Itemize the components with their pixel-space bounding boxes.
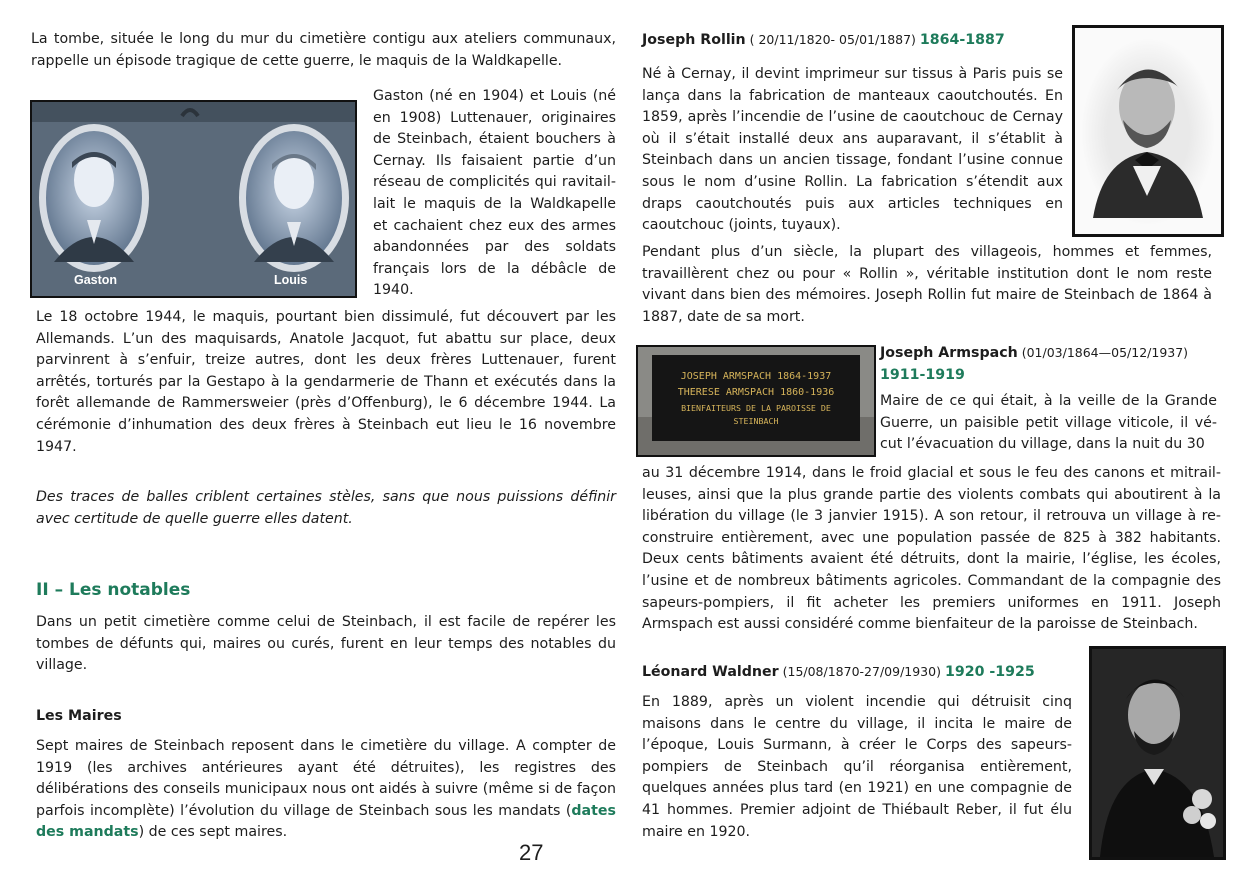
intro-paragraph: La tombe, située le long du mur du cimetière contigu aux ateliers communaux, rappelle un épisode tragique de cette guerre, le maquis de la Waldkapelle. (31, 31, 616, 69)
maires-text-start: Sept maires de Steinbach reposent dans le cimetière du village. A compter de 1919 (les archives antérieures ayant été détruites), les registres des délibérations des conseils municipaux nous ont aidés à suivre (même si de façon parfois incomplète) l’évolution du village de Steinbach sous les mandats ( (36, 738, 616, 819)
luttenauer-brothers-photo (30, 100, 357, 298)
rollin-paragraph-1: Né à Cernay, il devint imprimeur sur tissus à Paris puis se lança dans la fabrication de manteaux caoutchoutés. En 1859, après l’incendie de l’usine de caoutchouc de Cernay où il s’était installé deux ans auparavant, il s’établit à Steinbach dans un ancien tissage, fondant l’usine connue sous le nom d’usine Rollin. La fabrication s’étendit aux draps caoutchoutés puis aux articles techniques en caoutchouc (joints, tuyaux). (642, 66, 1063, 234)
waldner-dates: (15/08/1870-27/09/1930) (778, 664, 945, 679)
notables-intro: Dans un petit cimetière comme celui de Steinbach, il est facile de repérer les tombes de défunts qui, maires ou curés, furent en leur temps des notables du village. (36, 614, 616, 674)
mandate-dates-note: dates des mandats (36, 802, 616, 841)
rollin-dates: ( 20/11/1820- 05/01/1887) (745, 32, 920, 47)
maquis-paragraph: Le 18 octobre 1944, le maquis, pourtant bien dissimulé, fut découvert par les Allemands. L’un des maquisards, Anatole Jacquot, fut abattu sur place, deux parvinrent à s’enfuir, treize autres, dont les deux frères Luttenauer, furent arrêtés, torturés par la Gestapo à la gendarmerie de Thann et exécutés dans la forêt allemande de Rammersweier (près d’Offenburg), le 6 décembre 1944. La cérémonie d’inhumation des deux frères à Steinbach eut lieu le 16 novembre 1947. (36, 309, 616, 455)
rollin-portrait (1072, 25, 1224, 237)
photo-label-gaston: Gaston (74, 273, 118, 287)
rollin-mandate: 1864-1887 (919, 32, 1005, 48)
waldner-portrait (1089, 646, 1226, 860)
armspach-dates: (01/03/1864—05/12/1937) (1017, 345, 1189, 360)
maires-text-end: ) de ces sept maires. (138, 824, 288, 841)
rollin-portrait-drawing (1075, 28, 1221, 234)
armspach-plaque-photo (636, 345, 876, 457)
rollin-name: Joseph Rollin (642, 32, 746, 48)
page-number: 27 (519, 840, 544, 865)
waldner-paragraph: En 1889, après un violent incendie qui détruisit cinq maisons dans le centre du village, il incita le maire de l’époque, Louis Surmann, à créer le Corps des sapeurs-pompiers de Steinbach qu’il réorganisa entièrement, quelques années plus tard (en 1921) en une compagnie de 41 hommes. Premier adjoint de Thiébault Reber, il fut élu maire en 1920. (642, 694, 1072, 840)
maires-paragraph (36, 736, 616, 844)
waldner-heading (642, 661, 1035, 684)
bullet-traces-note: Des traces de balles criblent certaines stèles, sans que nous puissions définir avec certitude de quelle guerre elles datent. (36, 489, 616, 527)
plaque-line-1: JOSEPH ARMSPACH 1864-1937 (680, 371, 832, 382)
plaque-line-2: THERESE ARMSPACH 1860-1936 (677, 387, 835, 398)
rollin-paragraph-2: Pendant plus d’un siècle, la plupart des villageois, hommes et femmes, travaillèrent chez ou pour « Rollin », véritable institution dont le nom reste vivant dans bien des mémoires. Joseph Rollin fut maire de Steinbach de 1864 à 1887, date de sa mort. (642, 244, 1212, 325)
armspach-heading (880, 342, 1220, 386)
armspach-mandate: 1911-1919 (880, 366, 965, 383)
waldner-mandate: 1920 -1925 (944, 664, 1035, 680)
waldner-name: Léonard Waldner (642, 664, 779, 680)
rollin-heading (642, 29, 1005, 52)
plaque-line-4: STEINBACH (733, 416, 779, 426)
armspach-paragraph: au 31 décembre 1914, dans le froid glacial et sous le feu des canons et mitrail-leuses, ainsi que la plus grande partie des violents combats qui aboutirent à la libération du village (le 3 janvier 1915). A son retour, il retrouva un village à re-construire entièrement, avec une population passée de 825 à 382 habitants. Deux cents bâtiments avaient été détruits, dont la mairie, l’église, les écoles, l’usine et de nombreux bâtiments agricoles. Commandant de la compagnie des sapeurs-pompiers, il fit acheter les premiers uniformes en 1911. Joseph Armspach est aussi considéré comme bienfaiteur de la paroisse de Steinbach. (642, 465, 1221, 633)
photo-label-louis: Louis (274, 273, 308, 287)
plaque-line-3: BIENFAITEURS DE LA PAROISSE DE (681, 403, 831, 413)
luttenauer-side-text: Gaston (né en 1904) et Louis (né en 1908) Luttenauer, originaires de Steinbach, étaient bouchers à Cernay. Ils faisaient partie d’un réseau de complicités qui ravitail-lait le maquis de la Waldkapelle et cachaient chez eux des armes abandonnées par des soldats français lors de la débâcle de 1940. (373, 88, 616, 299)
armspach-name: Joseph Armspach (880, 345, 1018, 361)
armspach-side-text: Maire de ce qui était, à la veille de la Grande Guerre, un paisible petit village viticole, il vé-cut l’évacuation du village, dans la nuit du 30 (880, 393, 1217, 453)
luttenauer-photo-drawing (32, 102, 355, 296)
waldner-portrait-drawing (1092, 649, 1223, 857)
section-title: II – Les notables (36, 580, 191, 600)
maires-heading: Les Maires (36, 708, 122, 724)
armspach-plaque-drawing (638, 347, 874, 455)
